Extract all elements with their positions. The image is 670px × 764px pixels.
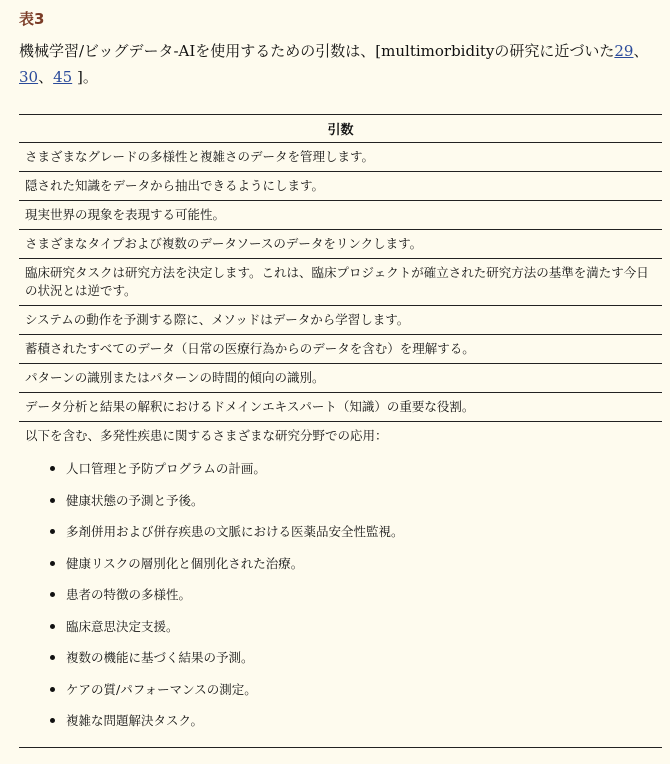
table-label: 表3 bbox=[19, 10, 45, 28]
list-item: ケアの質/パフォーマンスの測定。 bbox=[47, 674, 656, 706]
list-item: 複雑な問題解決タスク。 bbox=[47, 705, 656, 737]
column-header-arguments: 引数 bbox=[19, 115, 662, 143]
table-caption bbox=[19, 38, 664, 90]
list-item: 臨床意思決定支援。 bbox=[47, 611, 656, 643]
table-row bbox=[19, 172, 662, 201]
table-row bbox=[19, 259, 662, 306]
arguments-table bbox=[19, 114, 662, 748]
table-cell: 隠された知識をデータから抽出できるようにします。 bbox=[19, 172, 662, 201]
table-cell: システムの動作を予測する際に、メソッドはデータから学習します。 bbox=[19, 306, 662, 335]
caption-separator: 、 bbox=[633, 42, 649, 60]
table-cell: さまざまなグレードの多様性と複雑さのデータを管理します。 bbox=[19, 143, 662, 172]
table-row bbox=[19, 335, 662, 364]
list-item: 人口管理と予防プログラムの計画。 bbox=[47, 453, 656, 485]
caption-separator: 、 bbox=[38, 68, 54, 86]
list-item: 患者の特徴の多様性。 bbox=[47, 579, 656, 611]
table-row bbox=[19, 230, 662, 259]
table-cell: パターンの識別またはパターンの時間的傾向の識別。 bbox=[19, 364, 662, 393]
caption-end: ]。 bbox=[72, 68, 98, 86]
list-item: 健康リスクの層別化と個別化された治療。 bbox=[47, 548, 656, 580]
reference-link-30[interactable]: 30 bbox=[19, 68, 39, 86]
reference-link-29[interactable]: 29 bbox=[614, 42, 634, 60]
table-header-row bbox=[19, 115, 662, 143]
table-cell: データ分析と結果の解釈におけるドメインエキスパート（知識）の重要な役割。 bbox=[19, 393, 662, 422]
applications-list bbox=[25, 453, 656, 737]
list-item: 健康状態の予測と予後。 bbox=[47, 485, 656, 517]
list-item: 複数の機能に基づく結果の予測。 bbox=[47, 642, 656, 674]
table-row bbox=[19, 393, 662, 422]
table-cell: 臨床研究タスクは研究方法を決定します。これは、臨床プロジェクトが確立された研究方法の基準を満たす今日の状況とは逆です。 bbox=[19, 259, 662, 306]
table-cell: さまざまなタイプおよび複数のデータソースのデータをリンクします。 bbox=[19, 230, 662, 259]
table-cell: 蓄積されたすべてのデータ（日常の医療行為からのデータを含む）を理解する。 bbox=[19, 335, 662, 364]
reference-link-45[interactable]: 45 bbox=[53, 68, 73, 86]
list-item: 多剤併用および併存疾患の文脈における医薬品安全性監視。 bbox=[47, 516, 656, 548]
table-row bbox=[19, 306, 662, 335]
table-row bbox=[19, 422, 662, 748]
table-row bbox=[19, 201, 662, 230]
applications-intro: 以下を含む、多発性疾患に関するさまざまな研究分野での応用： bbox=[25, 428, 388, 443]
table-cell-applications bbox=[19, 422, 662, 748]
table-row bbox=[19, 143, 662, 172]
table-cell: 現実世界の現象を表現する可能性。 bbox=[19, 201, 662, 230]
caption-text: 機械学習/ビッグデータ-AIを使用するための引数は、[multimorbidityの研究に近づいた bbox=[19, 42, 615, 60]
table-row bbox=[19, 364, 662, 393]
